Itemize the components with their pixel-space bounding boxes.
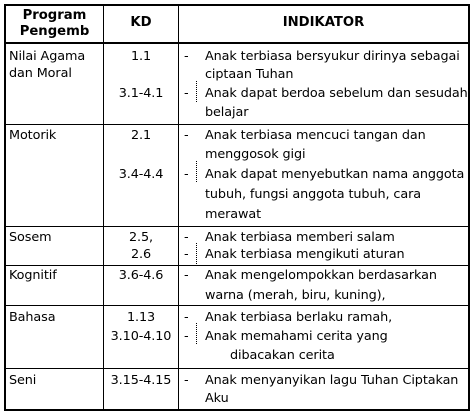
indicator-text: Anak terbiasa berlaku ramah, <box>205 310 393 325</box>
indicator-text: ciptaan Tuhan <box>205 67 294 82</box>
bullet-dash: - <box>184 86 189 101</box>
bullet-dash: - <box>184 310 189 325</box>
bullet-dash: - <box>184 49 189 64</box>
header-program-line: Program <box>22 8 87 23</box>
indicator-text: Anak dapat menyebutkan nama anggota <box>205 167 465 182</box>
kd-code: 3.4-4.4 <box>118 167 164 182</box>
header-program <box>6 8 103 23</box>
bullet-dash: - <box>184 268 189 283</box>
table-border-left <box>4 4 6 411</box>
indicator-text: Aku <box>205 391 229 406</box>
row-divider <box>4 42 470 44</box>
row-divider <box>4 368 470 369</box>
kd-code: 2.6 <box>130 247 152 262</box>
bullet-dash: - <box>184 247 189 262</box>
indicator-text: warna (merah, biru, kuning), <box>205 288 386 303</box>
row-divider <box>4 124 470 125</box>
table-border-top <box>4 4 470 6</box>
indicator-text: Anak terbiasa bersyukur dirinya sebagai <box>205 49 460 64</box>
indicator-text: Anak mengelompokkan berdasarkan <box>205 268 437 283</box>
program-name: Sosem <box>9 230 52 245</box>
indicator-text: Anak memahami cerita yang <box>205 329 388 344</box>
kd-code: 3.15-4.15 <box>110 373 172 388</box>
program-name: Seni <box>9 373 37 388</box>
bullet-dash: - <box>184 329 189 344</box>
indicator-text: Anak terbiasa memberi salam <box>205 230 395 245</box>
row-divider <box>4 265 470 266</box>
table-border-bottom <box>4 409 470 411</box>
indicator-text: menggosok gigi <box>205 147 306 162</box>
dotted-separator <box>196 161 197 182</box>
kd-code: 1.1 <box>130 49 152 64</box>
header-program <box>6 24 103 39</box>
kd-code: 1.13 <box>126 310 156 325</box>
kd-code: 2.1 <box>130 128 152 143</box>
bullet-dash: - <box>184 167 189 182</box>
indicator-text: Anak terbiasa mengikuti aturan <box>205 247 405 262</box>
dotted-separator <box>196 243 197 264</box>
column-divider <box>103 4 104 411</box>
bullet-dash: - <box>184 128 189 143</box>
header-program-line: Pengemb <box>19 24 90 39</box>
indicator-text: Anak menyanyikan lagu Tuhan Ciptakan <box>205 373 459 388</box>
header-kd: KD <box>130 15 152 30</box>
kd-code: 3.1-4.1 <box>118 86 164 101</box>
column-divider <box>178 4 179 411</box>
indicator-text: Anak terbiasa mencuci tangan dan <box>205 128 426 143</box>
indicator-text: Anak dapat berdoa sebelum dan sesudah <box>205 86 468 101</box>
dotted-separator <box>196 323 197 344</box>
table-border-right <box>468 4 470 411</box>
dotted-separator <box>196 81 197 102</box>
indicator-text: belajar <box>205 105 249 120</box>
kd-code: 2.5, <box>128 230 154 245</box>
row-divider <box>4 305 470 306</box>
bullet-dash: - <box>184 230 189 245</box>
indicator-text: dibacakan cerita <box>230 348 335 363</box>
row-divider <box>4 226 470 227</box>
bullet-dash: - <box>184 373 189 388</box>
program-name: Nilai Agama <box>9 49 86 64</box>
program-name: Kognitif <box>9 268 57 283</box>
kd-code: 3.10-4.10 <box>110 329 172 344</box>
program-name: Bahasa <box>9 310 56 325</box>
indicator-text: tubuh, fungsi anggota tubuh, cara <box>205 187 421 202</box>
header-indikator: INDIKATOR <box>282 15 365 30</box>
kd-code: 3.6-4.6 <box>118 268 164 283</box>
program-name: dan Moral <box>9 66 72 81</box>
program-name: Motorik <box>9 128 57 143</box>
indicator-text: merawat <box>205 207 262 222</box>
